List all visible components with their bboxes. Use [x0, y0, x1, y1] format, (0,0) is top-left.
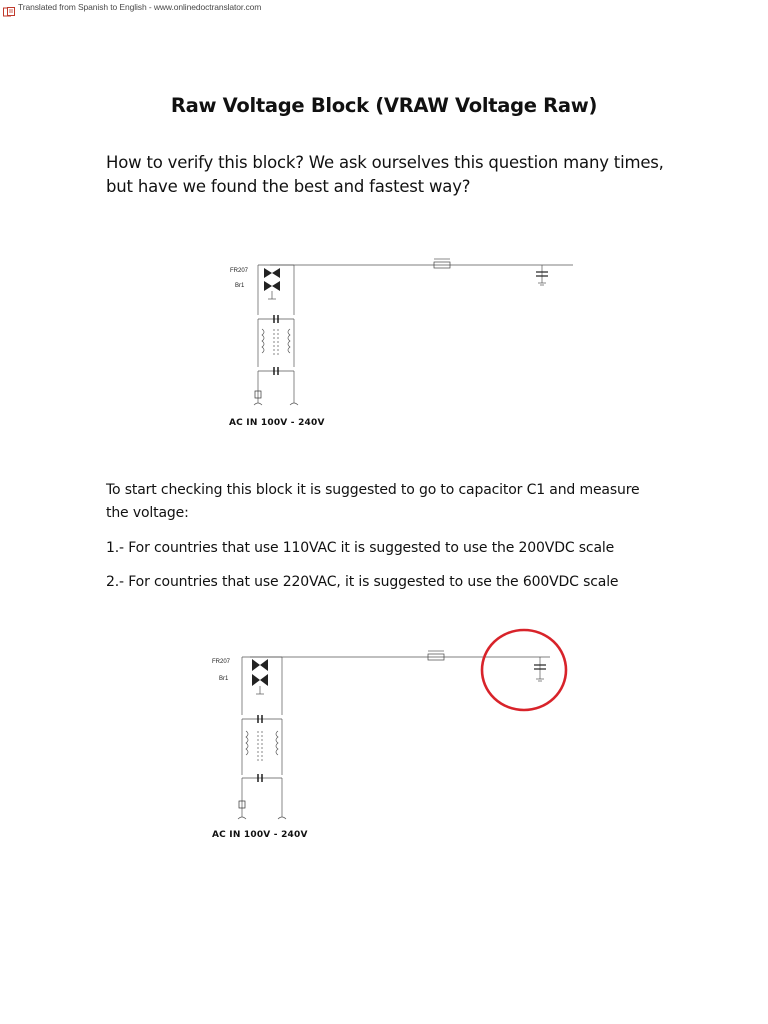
intro-paragraph: How to verify this block? We ask ourselves this question many times, but have we found the best and fastest way?: [106, 153, 664, 196]
instruction-step-2: 2.- For countries that use 220VAC, it is suggested to use the 600VDC scale: [106, 574, 619, 590]
rectifier-label: FR207: [212, 659, 231, 665]
bridge-label: Br1: [219, 676, 229, 682]
circuit-schematic: [228, 255, 580, 431]
rectifier-label: FR207: [230, 268, 249, 274]
ac-input-label: AC IN 100V - 240V: [212, 830, 308, 840]
circuit-schematic-highlighted: [210, 645, 580, 845]
instruction-paragraph: To start checking this block it is suggested to go to capacitor C1 and measure the voltage:: [106, 482, 640, 521]
translator-banner[interactable]: [3, 0, 261, 14]
instruction-step-1: 1.- For countries that use 110VAC it is suggested to use the 200VDC scale: [106, 540, 615, 556]
document-translate-icon: [3, 2, 15, 12]
page-title: Raw Voltage Block (VRAW Voltage Raw): [170, 94, 598, 117]
ac-input-label: AC IN 100V - 240V: [229, 418, 325, 428]
translator-link[interactable]: Translated from Spanish to English - www.onlinedoctranslator.com: [18, 2, 262, 12]
bridge-label: Br1: [235, 283, 245, 289]
highlight-circle: [482, 630, 566, 710]
